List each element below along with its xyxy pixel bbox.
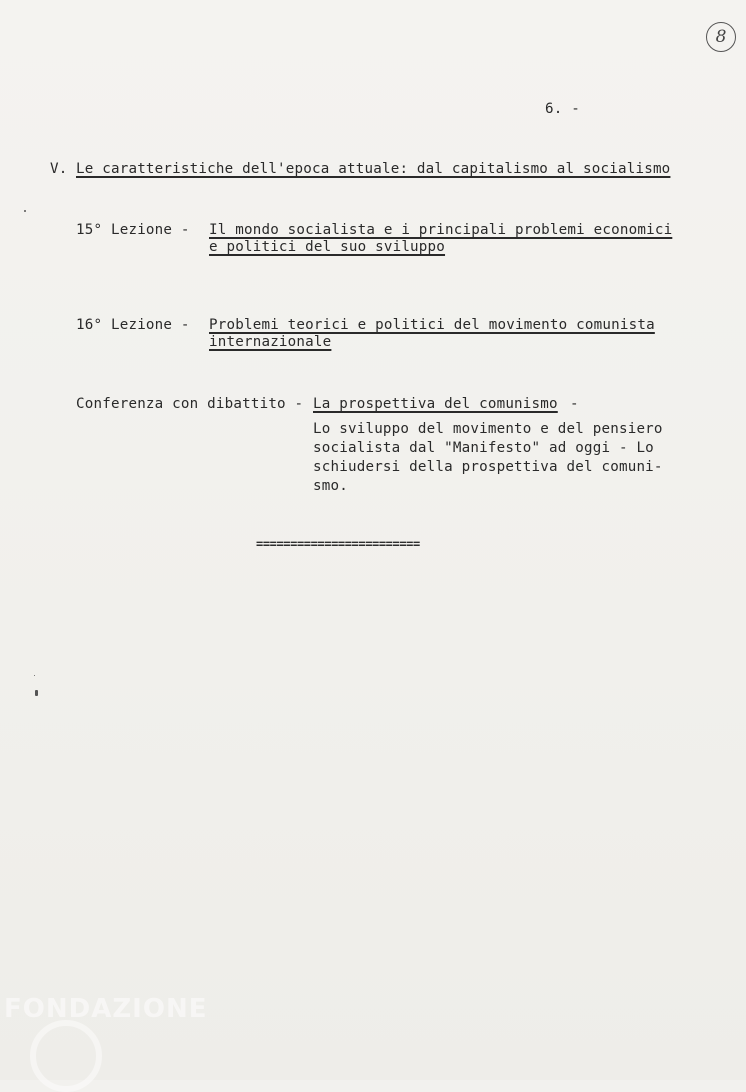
section-title: Le caratteristiche dell'epoca attuale: dal capitalismo al socialismo bbox=[76, 161, 671, 177]
page-number: 6. - bbox=[545, 101, 580, 117]
lesson-16-label: 16° Lezione - bbox=[76, 317, 190, 333]
lesson-15-label: 15° Lezione - bbox=[76, 222, 190, 238]
conference-title: La prospettiva del comunismo bbox=[313, 396, 558, 412]
conference-label: Conferenza con dibattito - bbox=[76, 396, 304, 412]
watermark-logo-icon bbox=[30, 1020, 102, 1092]
lesson-15-title-line2: e politici del suo sviluppo bbox=[209, 239, 446, 255]
conference-description-line1: Lo sviluppo del movimento e del pensiero bbox=[313, 421, 663, 437]
paper-speck bbox=[35, 690, 38, 696]
paper-speck bbox=[24, 210, 26, 212]
lesson-16-title-line2: internazionale bbox=[209, 334, 332, 350]
conference-description-line4: smo. bbox=[313, 478, 348, 494]
paper-speck bbox=[34, 675, 35, 676]
conference-title-dash: - bbox=[570, 396, 579, 412]
lesson-16-title-line1: Problemi teorici e politici del movimento comunista bbox=[209, 317, 655, 333]
archive-number-mark: 8 bbox=[706, 22, 736, 52]
section-numeral: V. bbox=[50, 161, 68, 177]
lesson-15-title-line1: Il mondo socialista e i principali problemi economici bbox=[209, 222, 673, 238]
section-separator: ======================== bbox=[256, 537, 420, 551]
archive-watermark: FONDAZIONE bbox=[4, 994, 208, 1024]
conference-description-line3: schiudersi della prospettiva del comuni- bbox=[313, 459, 663, 475]
conference-description-line2: socialista dal "Manifesto" ad oggi - Lo bbox=[313, 440, 654, 456]
